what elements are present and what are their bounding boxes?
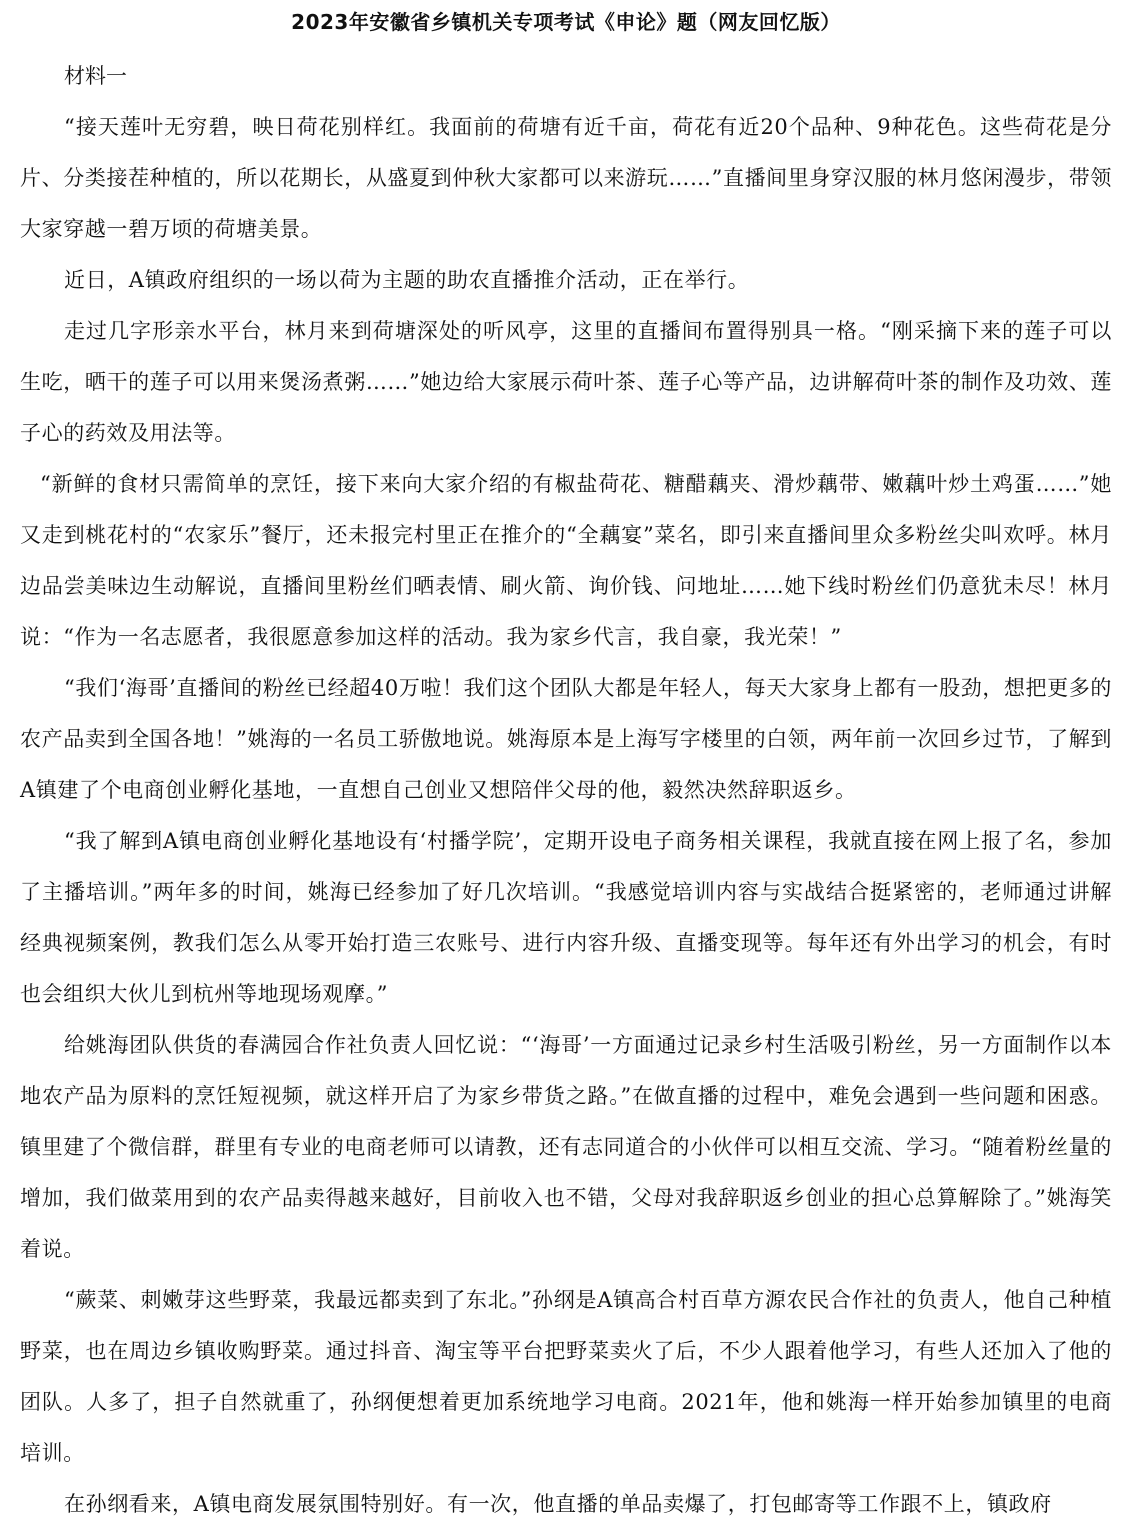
paragraph-1: “接天莲叶无穷碧，映日荷花别样红。我面前的荷塘有近千亩，荷花有近20个品种、9种花色。这些荷花是分片、分类接茬种植的，所以花期长，从盛夏到仲秋大家都可以来游玩……”直播间里身穿汉服的林月悠闲漫步，带领大家穿越一碧万顷的荷塘美景。 [20, 115, 1112, 241]
paragraph-8: “蕨菜、刺嫩芽这些野菜，我最远都卖到了东北。”孙纲是A镇高合村百草方源农民合作社的负责人，他自己种植野菜，也在周边乡镇收购野菜。通过抖音、淘宝等平台把野菜卖火了后，不少人跟着他学习，有些人还加入了他的团队。人多了，担子自然就重了，孙纲便想着更加系统地学习电商。2021年，他和姚海一样开始参加镇里的电商培训。 [20, 1288, 1112, 1465]
paragraph-3: 走过几字形亲水平台，林月来到荷塘深处的听风亭，这里的直播间布置得别具一格。“刚采摘下来的莲子可以生吃，晒干的莲子可以用来煲汤煮粥……”她边给大家展示荷叶茶、莲子心等产品，边讲解荷叶茶的制作及功效、莲子心的药效及用法等。 [20, 319, 1112, 445]
paragraph-9: 在孙纲看来，A镇电商发展氛围特别好。有一次，他直播的单品卖爆了，打包邮寄等工作跟不上，镇政府 [64, 1492, 1052, 1516]
document-title: 2023年安徽省乡镇机关专项考试《申论》题（网友回忆版） [291, 10, 841, 34]
paragraph-7: 给姚海团队供货的春满园合作社负责人回忆说：“‘海哥’一方面通过记录乡村生活吸引粉丝，另一方面制作以本地农产品为原料的烹饪短视频，就这样开启了为家乡带货之路。”在做直播的过程中，难免会遇到一些问题和困惑。镇里建了个微信群，群里有专业的电商老师可以请教，还有志同道合的小伙伴可以相互交流、学习。“随着粉丝量的增加，我们做菜用到的农产品卖得越来越好，目前收入也不错，父母对我辞职返乡创业的担心总算解除了。”姚海笑着说。 [20, 1033, 1112, 1261]
paragraph-5: “我们‘海哥’直播间的粉丝已经超40万啦！我们这个团队大都是年轻人，每天大家身上都有一股劲，想把更多的农产品卖到全国各地！”姚海的一名员工骄傲地说。姚海原本是上海写字楼里的白领，两年前一次回乡过节，了解到A镇建了个电商创业孵化基地，一直想自己创业又想陪伴父母的他，毅然决然辞职返乡。 [20, 676, 1112, 802]
paragraph-4: “新鲜的食材只需简单的烹饪，接下来向大家介绍的有椒盐荷花、糖醋藕夹、滑炒藕带、嫩藕叶炒土鸡蛋……”她又走到桃花村的“农家乐”餐厅，还未报完村里正在推介的“全藕宴”菜名，即引来直播间里众多粉丝尖叫欢呼。林月边品尝美味边生动解说，直播间里粉丝们晒表情、刷火箭、询价钱、问地址……她下线时粉丝们仍意犹未尽！林月说：“作为一名志愿者，我很愿意参加这样的活动。我为家乡代言，我自豪，我光荣！” [20, 472, 1112, 649]
paragraph-6: “我了解到A镇电商创业孵化基地设有‘村播学院’，定期开设电子商务相关课程，我就直接在网上报了名，参加了主播培训。”两年多的时间，姚海已经参加了好几次培训。“我感觉培训内容与实战结合挺紧密的，老师通过讲解经典视频案例，教我们怎么从零开始打造三农账号、进行内容升级、直播变现等。每年还有外出学习的机会，有时也会组织大伙儿到杭州等地现场观摩。” [20, 829, 1112, 1006]
paragraph-2: 近日，A镇政府组织的一场以荷为主题的助农直播推介活动，正在举行。 [64, 268, 750, 292]
section-heading: 材料一 [64, 64, 127, 88]
